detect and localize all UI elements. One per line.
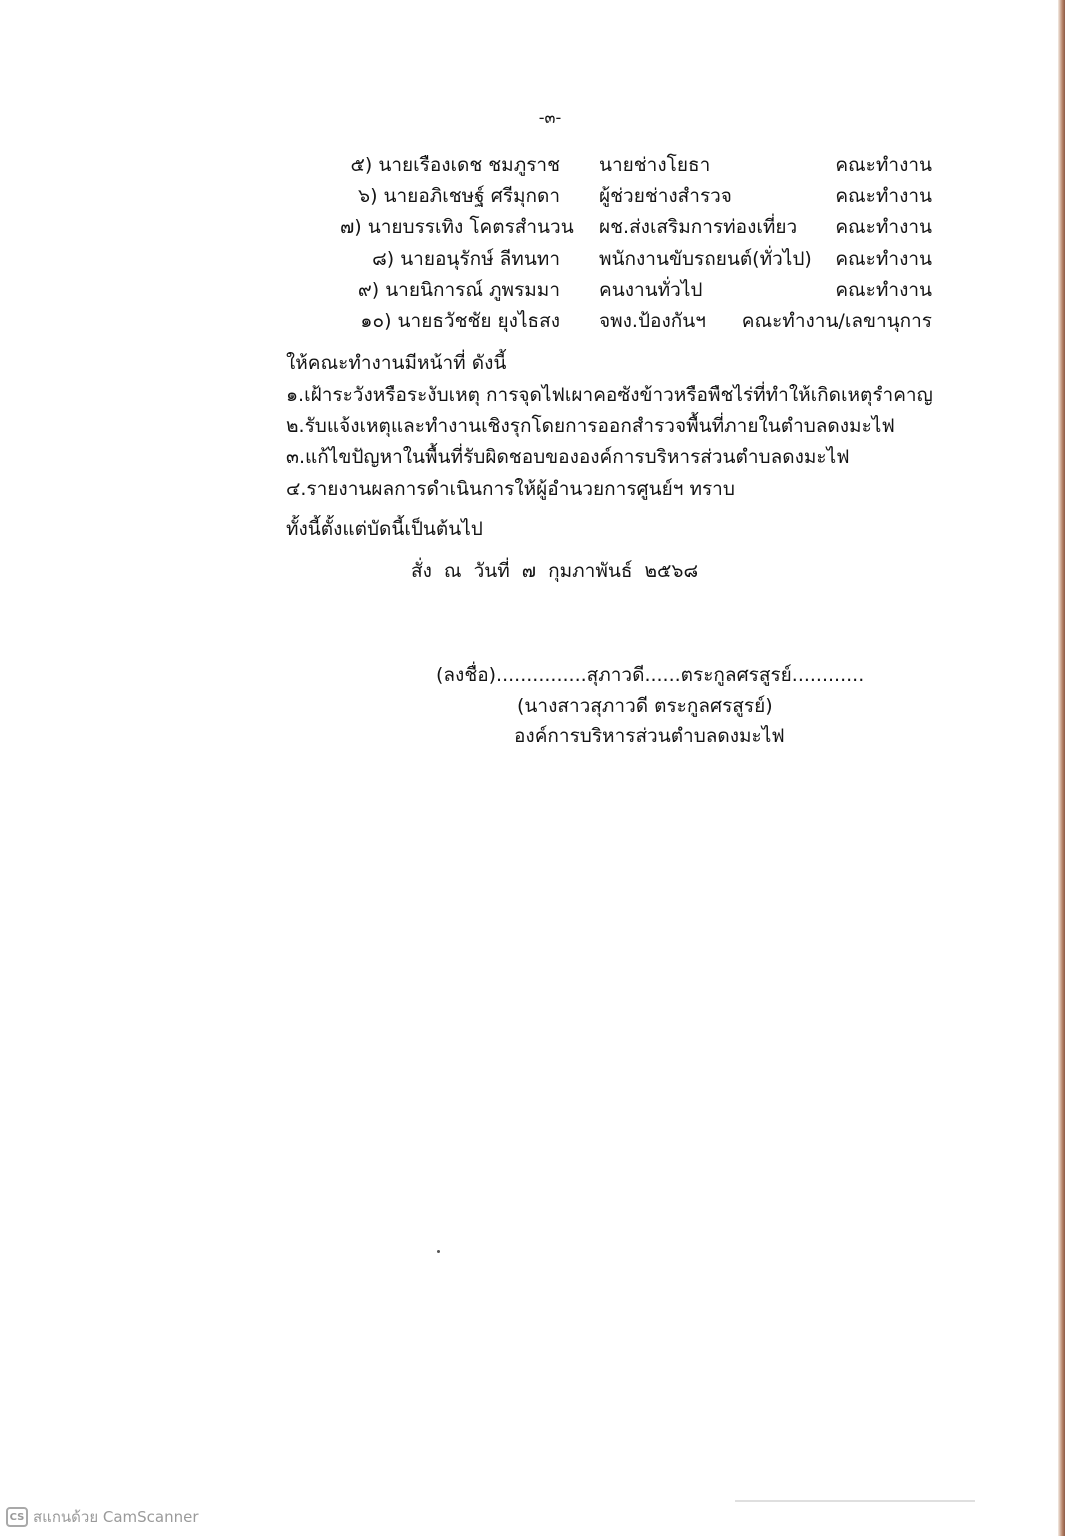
camscanner-watermark: [6, 1506, 199, 1528]
member-name: ๑๐) นายธวัชชัย ยุงไธสง: [360, 310, 560, 332]
member-role: คณะทำงาน: [835, 279, 932, 301]
signer-name: (นางสาวสุภาวดี ตระกูลศรสูรย์): [517, 695, 773, 717]
member-name: ๕) นายเรืองเดช ชมภูราช: [350, 154, 560, 176]
camscanner-logo-icon: CS: [6, 1507, 28, 1527]
page-number: -๓-: [538, 108, 562, 127]
signer-organization: องค์การบริหารส่วนตำบลดงมะไฟ: [514, 725, 785, 747]
duty-item: ๑.เฝ้าระวังหรือระงับเหตุ การจุดไฟเผาคอซังข้าวหรือพืชไร่ที่ทำให้เกิดเหตุรำคาญ: [286, 384, 933, 406]
member-row: [0, 275, 1065, 305]
duty-item: ๔.รายงานผลการดำเนินการให้ผู้อำนวยการศูนย์ฯ ทราบ: [286, 478, 735, 500]
member-position: คนงานทั่วไป: [599, 279, 703, 301]
watermark-text: สแกนด้วย CamScanner: [33, 1508, 199, 1526]
scan-speck: [437, 1250, 440, 1253]
member-row: [0, 181, 1065, 211]
member-role: คณะทำงาน/เลขานุการ: [741, 310, 932, 332]
order-date: สั่ง ณ วันที่ ๗ กุมภาพันธ์ ๒๕๖๘: [411, 560, 699, 582]
member-position: ผช.ส่งเสริมการท่องเที่ยว: [599, 216, 798, 238]
member-name: ๗) นายบรรเทิง โคตรสำนวน: [340, 216, 574, 238]
member-position: พนักงานขับรถยนต์(ทั่วไป): [599, 248, 812, 270]
member-row: [0, 212, 1065, 242]
effective-statement: ทั้งนี้ตั้งแต่บัดนี้เป็นต้นไป: [286, 518, 483, 540]
member-row: [0, 244, 1065, 274]
member-row: [0, 306, 1065, 336]
member-position: ผู้ช่วยช่างสำรวจ: [599, 185, 732, 207]
member-position: นายช่างโยธา: [599, 154, 711, 176]
duties-heading: ให้คณะทำงานมีหน้าที่ ดังนี้: [286, 352, 507, 374]
member-row: [0, 150, 1065, 180]
member-position: จพง.ป้องกันฯ: [599, 310, 706, 332]
member-name: ๘) นายอนุรักษ์ ลีทนทา: [372, 248, 560, 270]
member-role: คณะทำงาน: [835, 154, 932, 176]
signature-line: (ลงชื่อ)...............สุภาวดี......ตระกูลศรสูรย์............: [436, 664, 865, 686]
duty-item: ๓.แก้ไขปัญหาในพื้นที่รับผิดชอบขององค์การบริหารส่วนตำบลดงมะไฟ: [286, 446, 850, 468]
member-name: ๙) นายนิการณ์ ภูพรมมา: [357, 279, 560, 301]
member-role: คณะทำงาน: [835, 185, 932, 207]
member-role: คณะทำงาน: [835, 248, 932, 270]
member-name: ๖) นายอภิเชษฐ์ ศรีมุกดา: [358, 185, 560, 207]
member-role: คณะทำงาน: [835, 216, 932, 238]
scan-shadow: [735, 1500, 975, 1502]
duty-item: ๒.รับแจ้งเหตุและทำงานเชิงรุกโดยการออกสำรวจพื้นที่ภายในตำบลดงมะไฟ: [286, 415, 895, 437]
